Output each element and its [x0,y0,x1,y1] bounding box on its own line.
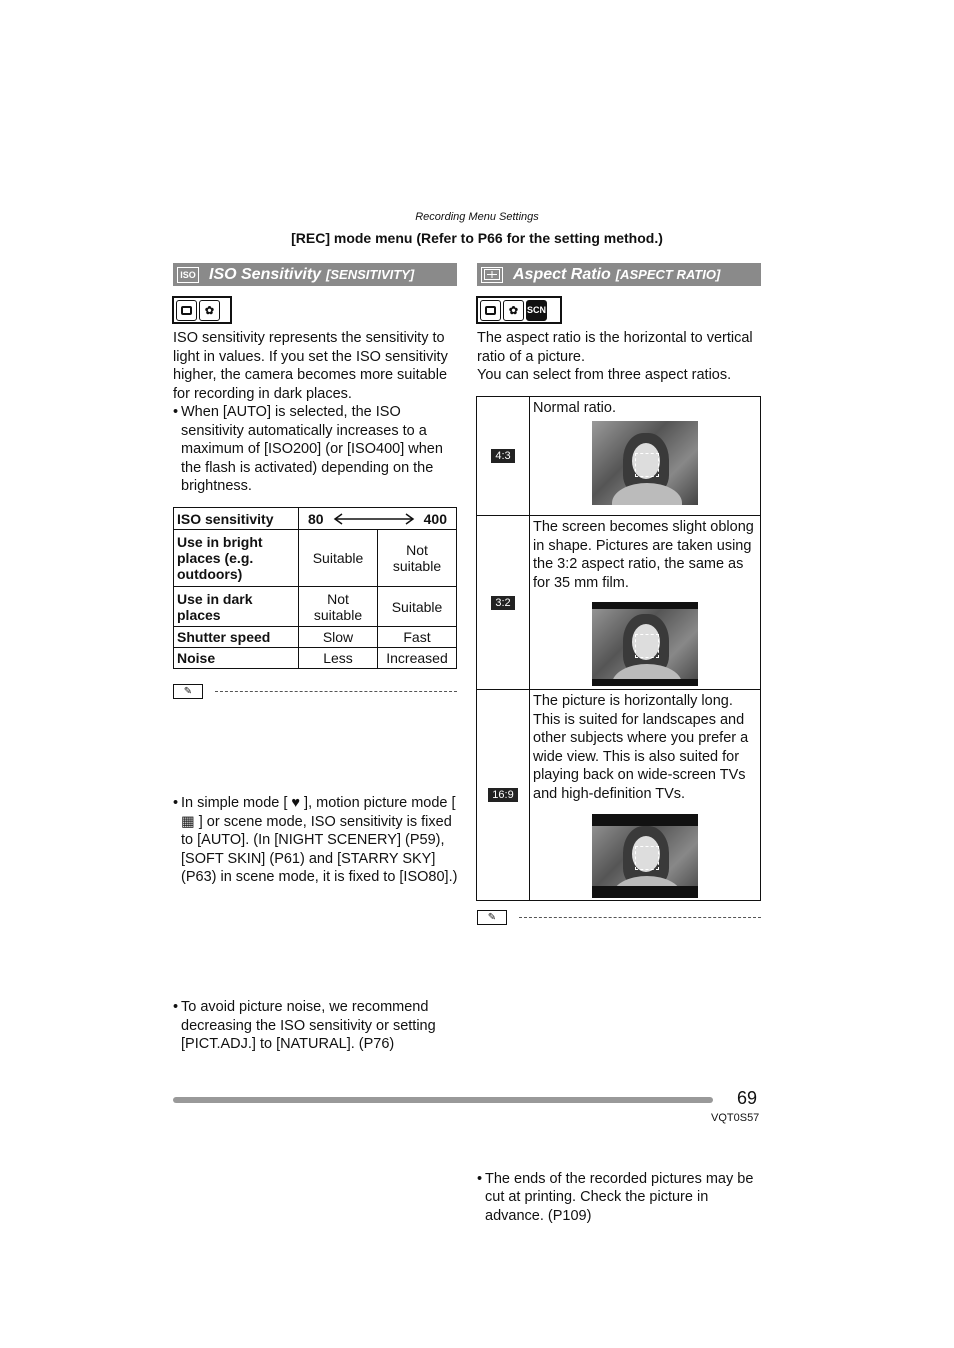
sample-photo-16-9 [592,814,698,898]
ratio-badge: 4:3 [491,449,514,463]
iso-high-value: 400 [423,510,447,527]
aspect-intro-2: You can select from three aspect ratios. [477,367,732,383]
iso-intro: ISO sensitivity represents the sensitivity to light in values. If you set the ISO sensitivity higher, the camera becomes more suitable for recording in dark places. [173,330,448,402]
iso-table [173,507,457,669]
iso-note-divider [173,683,457,699]
ratio-description: Normal ratio. [533,400,616,416]
table-cell: Fast [378,627,457,648]
table-cell: Slow [299,627,378,648]
table-cell: Increased [378,648,457,669]
aspect-note: • The ends of the recorded pictures may be cut at printing. Check the picture in advance. (P109) [477,1170,769,1226]
ratio-badge: 3:2 [491,596,514,610]
running-title: Recording Menu Settings [415,211,539,223]
iso-icon: ISO [177,267,199,283]
iso-mode-icons [172,296,232,324]
aspect-section-subtitle: [ASPECT RATIO] [615,267,721,282]
macro-mode-icon: ✿ [503,300,524,321]
iso-note-1: • In simple mode [ ♥ ], motion picture mode [ ▦ ] or scene mode, ISO sensitivity is fixed to [AUTO]. (In [NIGHT SCENERY] (P59), [SOFT SKIN] (P61) and [STARRY SKY] (P63) in scene mode, it is fixed to [ISO80].) [173,794,465,887]
table-cell: Suitable [378,587,457,627]
ratio-row-3-2 [477,516,760,690]
document-code: VQT0S57 [711,1112,760,1124]
aspect-section-title: Aspect Ratio [513,265,611,283]
aspect-section-header [477,263,761,286]
iso-section-subtitle: [SENSITIVITY] [326,267,415,282]
camera-mode-icon [176,300,197,321]
ratio-row-16-9 [477,690,760,900]
camera-mode-icon [480,300,501,321]
table-row-label: Use in bright places (e.g. outdoors) [174,530,299,587]
table-row-label: Noise [174,648,299,669]
aspect-note-divider [477,909,761,925]
aspect-mode-icons [476,296,562,324]
table-cell: Suitable [299,530,378,587]
note-icon: ✎ [477,910,507,925]
iso-range-cell [299,508,457,530]
table-row-label: Shutter speed [174,627,299,648]
aspect-intro-1: The aspect ratio is the horizontal to vertical ratio of a picture. [477,330,753,365]
aspect-ratio-table [476,396,761,901]
macro-mode-icon: ✿ [199,300,220,321]
iso-low-value: 80 [308,510,324,527]
footer-rule [173,1097,713,1103]
table-cell: Not suitable [299,587,378,627]
dashed-divider [519,917,761,918]
double-arrow-icon [332,513,416,525]
iso-section-title: ISO Sensitivity [209,265,322,283]
ratio-description: The picture is horizontally long. This is suited for landscapes and other subjects where you prefer a wide view. This is also suited for playing back on wide-screen TVs and high-definition TVs. [533,693,749,802]
iso-table-header: ISO sensitivity [174,508,299,530]
sample-photo-4-3 [592,421,698,505]
table-cell: Not suitable [378,530,457,587]
iso-section-header [173,263,457,286]
page-number: 69 [737,1088,758,1108]
iso-auto-bullet: • When [AUTO] is selected, the ISO sensitivity automatically increases to a maximum of [ISO200] (or [ISO400] when the flash is activated) depending on the brightness. [173,403,457,496]
ratio-row-4-3 [477,397,760,516]
table-cell: Less [299,648,378,669]
note-icon: ✎ [173,684,203,699]
iso-note-2: • To avoid picture noise, we recommend decreasing the ISO sensitivity or setting [PICT.ADJ.] to [NATURAL]. (P76) [173,998,465,1054]
scene-mode-icon: SCN [526,300,547,321]
table-row-label: Use in dark places [174,587,299,627]
ratio-description: The screen becomes slight oblong in shape. Pictures are taken using the 3:2 aspect ratio, the same as for 35 mm film. [533,519,754,591]
aspect-ratio-icon [481,267,503,283]
dashed-divider [215,691,457,692]
sample-photo-3-2 [592,602,698,686]
page-title: [REC] mode menu (Refer to P66 for the setting method.) [291,230,663,246]
ratio-badge: 16:9 [488,788,517,802]
